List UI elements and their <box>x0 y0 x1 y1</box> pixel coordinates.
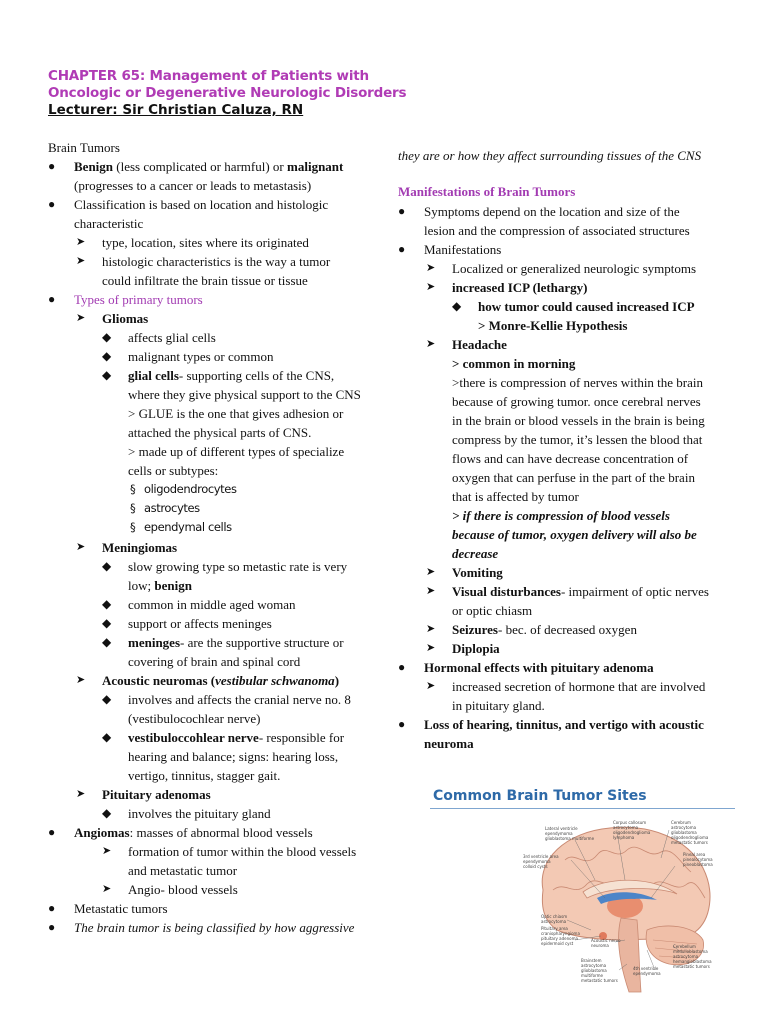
list-item: ● Types of primary tumors <box>48 292 203 307</box>
list-item-cont: vertigo, tinnitus, stagger gait. <box>128 768 281 783</box>
list-item: ◆ meninges- are the supportive structure or <box>102 635 344 650</box>
list-item-cont: low; benign <box>128 578 192 593</box>
list-item-cont: in the brain or blood vessels in the brain is being <box>452 413 705 428</box>
label-lateral-ventricle: Lateral ventricle ependymoma glioblastoma multiforme <box>545 826 595 841</box>
list-item-cont: could infiltrate the brain tissue or tissue <box>102 273 308 288</box>
section-heading-brain-tumors: Brain Tumors <box>48 140 120 155</box>
list-item-cont: in pituitary gland. <box>452 698 545 713</box>
list-item: ➤ increased secretion of hormone that are involved <box>426 679 706 694</box>
label-brainstem: Brainstem astrocytoma glioblastoma multiforme metastatic tumors <box>581 958 618 983</box>
list-item: ➤ Seizures- bec. of decreased oxygen <box>426 622 637 637</box>
list-item: ◆ affects glial cells <box>102 330 216 345</box>
list-item-cont: >there is compression of nerves within the brain <box>452 375 704 390</box>
list-item: ➤ histologic characteristics is the way a tumor <box>76 254 331 269</box>
list-item-cont: (vestibulocochlear nerve) <box>128 711 261 726</box>
list-item: ◆ glial cells- supporting cells of the CNS, <box>102 368 335 383</box>
list-item-cont: where they give physical support to the CNS <box>128 387 361 402</box>
list-item-cont: covering of brain and spinal cord <box>128 654 301 669</box>
continued-text: they are or how they affect surrounding tissues of the CNS <box>398 148 702 163</box>
list-item: ➤ increased ICP (lethargy) <box>426 280 588 295</box>
list-item: ● Manifestations <box>398 242 502 257</box>
label-cerebrum: Cerebrum astrocytoma glioblastoma oligodendroglioma metastatic tumors <box>671 820 709 845</box>
chapter-title-line1: CHAPTER 65: Management of Patients with <box>48 68 369 84</box>
list-item: ◆ involves the pituitary gland <box>102 806 271 821</box>
list-item: ➤ type, location, sites where its originated <box>76 235 309 250</box>
list-item: ◆ involves and affects the cranial nerve no. 8 <box>102 692 351 707</box>
list-item-cont: (progresses to a cancer or leads to metastasis) <box>74 178 312 193</box>
list-item: ◆ vestibuloccohlear nerve- responsible for <box>102 730 345 745</box>
list-item: ◆ support or affects meninges <box>102 616 272 631</box>
list-item: ● Hormonal effects with pituitary adenoma <box>398 660 654 675</box>
list-item: ● Classification is based on location and histologic <box>48 197 329 212</box>
list-item: ● Metastatic tumors <box>48 901 168 916</box>
list-item-acoustic: ➤ Acoustic neuromas (vestibular schwanoma) <box>76 673 340 688</box>
list-item-meningiomas: ➤ Meningiomas <box>76 540 178 555</box>
list-item-cont: > made up of different types of specialize <box>128 444 345 459</box>
list-item-headache: ➤ Headache <box>426 337 507 352</box>
list-item-cont: attached the physical parts of CNS. <box>128 425 312 440</box>
list-item-cont: because of growing tumor. once cerebral nerves <box>452 394 701 409</box>
list-item-cont: neuroma <box>424 736 474 751</box>
list-item-pituitary: ➤ Pituitary adenomas <box>76 787 211 802</box>
list-item-cont: that is affected by tumor <box>452 489 579 504</box>
list-item-cont: > common in morning <box>452 356 576 371</box>
list-item-cont: because of tumor, oxygen delivery will also be <box>452 527 697 542</box>
list-item-cont: oxygen that can perfuse in the part of the brain <box>452 470 695 485</box>
lecturer: Lecturer: Sir Christian Caluza, RN <box>48 102 304 118</box>
list-item-cont: > Monre-Kellie Hypothesis <box>478 318 628 333</box>
list-item: ➤ Vomiting <box>426 565 503 580</box>
subtype-item: § ependymal cells <box>130 520 232 534</box>
list-item-cont: flows and can have decrease concentration of <box>452 451 689 466</box>
list-item-cont: decrease <box>452 546 499 561</box>
list-item-cont: cells or subtypes: <box>128 463 219 478</box>
label-optic-chiasm: Optic chiasm astrocytoma <box>541 914 568 924</box>
brainstem-shape <box>619 918 641 992</box>
list-item-cont: or optic chiasm <box>452 603 533 618</box>
label-pituitary: Pituitary area craniopharyngioma pituitary adenoma epidermoid cyst <box>541 926 580 946</box>
list-item: ➤ Visual disturbances- impairment of optic nerves <box>426 584 709 599</box>
list-item: ● The brain tumor is being classified by how aggressive <box>48 920 355 935</box>
list-item: ◆ how tumor could caused increased ICP <box>452 299 695 314</box>
list-item-cont: characteristic <box>74 216 144 231</box>
label-cerebellum: Cerebellum medulloblastoma astrocytoma hemangioblastoma metastatic tumors <box>673 944 712 969</box>
list-item-cont: hearing and balance; signs: hearing loss, <box>128 749 339 764</box>
subtype-item: § oligodendrocytes <box>130 482 237 496</box>
list-item-gliomas: ➤ Gliomas <box>76 311 149 326</box>
list-item: ◆ malignant types or common <box>102 349 274 364</box>
label-acoustic-nerve: Acoustic nerve neuroma <box>591 938 621 948</box>
section-heading-manifestations: Manifestations of Brain Tumors <box>398 184 576 199</box>
label-fourth-ventricle: 4th ventricle ependymoma <box>633 966 661 976</box>
list-item: ● Benign (less complicated or harmful) or malignant <box>48 159 344 174</box>
list-item: ◆ common in middle aged woman <box>102 597 296 612</box>
list-item-cont: > GLUE is the one that gives adhesion or <box>128 406 344 421</box>
figure-title: Common Brain Tumor Sites <box>433 788 647 804</box>
brain-tumor-sites-figure <box>425 780 739 1008</box>
list-item-cont: lesion and the compression of associated structures <box>424 223 690 238</box>
list-item: ◆ slow growing type so metastic rate is very <box>102 559 348 574</box>
list-item: ● Symptoms depend on the location and size of the <box>398 204 680 219</box>
list-item: ➤ Localized or generalized neurologic symptoms <box>426 261 697 276</box>
label-third-ventricle: 3rd ventricle area ependymoma colloid cysts <box>523 854 559 869</box>
chapter-title-line2: Oncologic or Degenerative Neurologic Disorders <box>48 85 407 101</box>
list-item: ➤ formation of tumor within the blood vessels <box>102 844 357 859</box>
label-pineal: Pineal area pinealocytoma pineoblastoma <box>683 852 713 867</box>
list-item-angiomas: ● Angiomas: masses of abnormal blood vessels <box>48 825 313 840</box>
list-item: ➤ Angio- blood vessels <box>102 882 238 897</box>
chapter-header <box>48 68 406 119</box>
subtype-item: § astrocytes <box>130 501 200 515</box>
list-item: ➤ Diplopia <box>426 641 500 656</box>
list-item-cont: and metastatic tumor <box>128 863 238 878</box>
label-corpus-callosum: Corpus callosum astrocytoma oligodendroglioma lymphoma <box>613 820 651 840</box>
list-item-cont: > if there is compression of blood vessels <box>452 508 670 523</box>
list-item-cont: compress by the tumor, it’s lessen the blood that <box>452 432 703 447</box>
list-item: ● Loss of hearing, tinnitus, and vertigo with acoustic <box>398 717 704 732</box>
